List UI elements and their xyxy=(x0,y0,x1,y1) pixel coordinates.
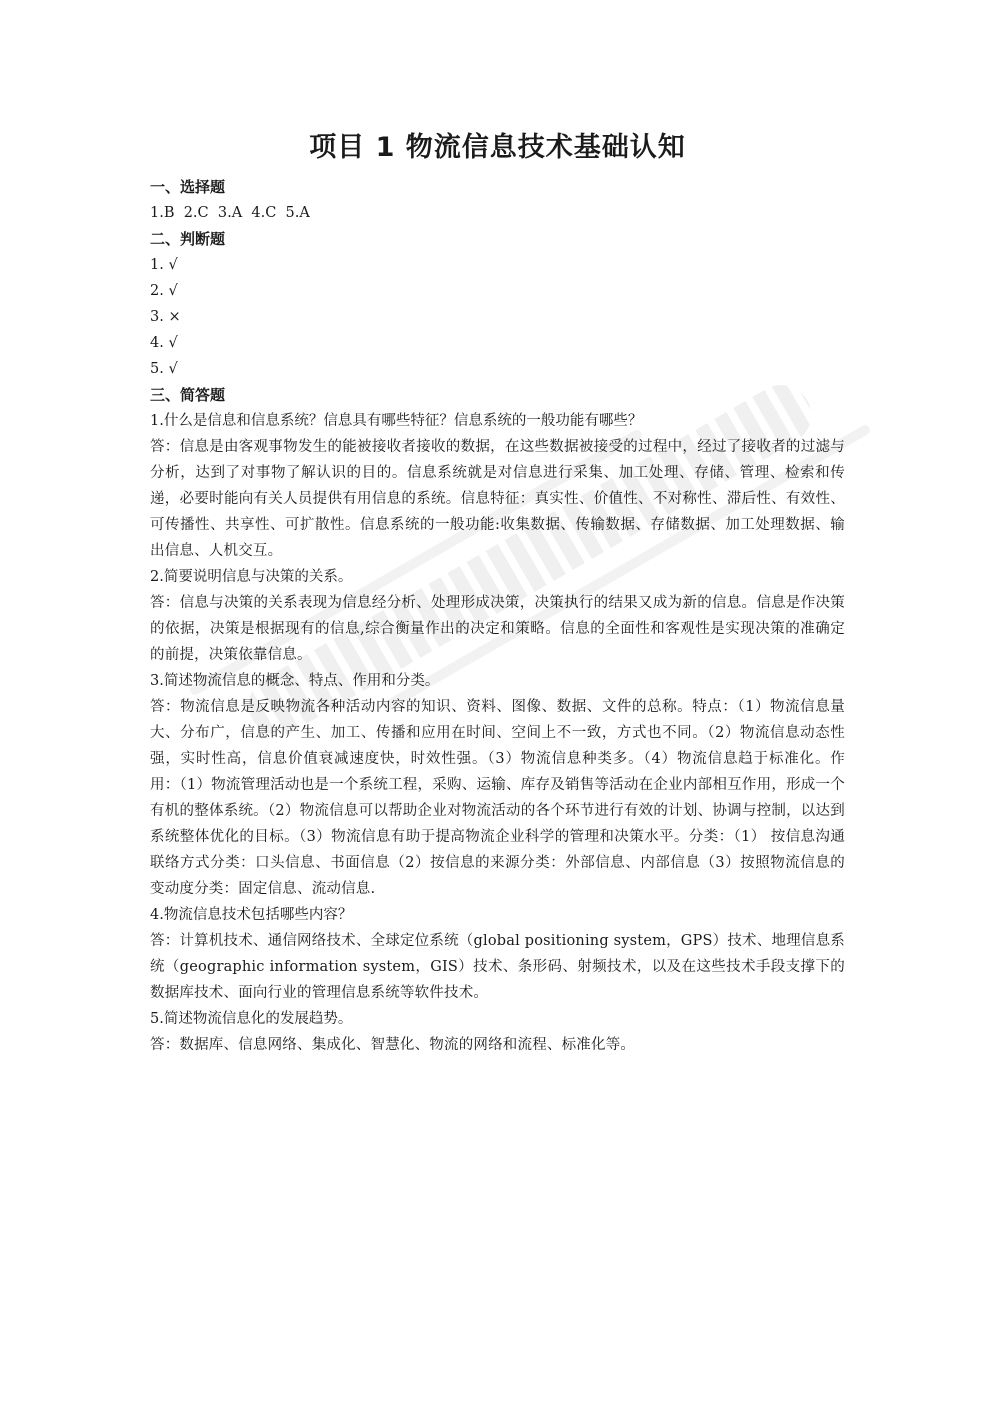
section-heading-choice: 一、选择题 xyxy=(150,178,226,196)
short-question-2: 2.简要说明信息与决策的关系。 xyxy=(150,569,353,585)
document-body xyxy=(150,128,845,1058)
judge-item: 1. √ xyxy=(150,257,178,273)
short-question-3: 3.简述物流信息的概念、特点、作用和分类。 xyxy=(150,673,440,689)
page-title: 项目 1 物流信息技术基础认知 xyxy=(309,132,686,163)
judge-item: 4. √ xyxy=(150,335,178,351)
short-question-1: 1.什么是信息和信息系统？信息具有哪些特征？信息系统的一般功能有哪些？ xyxy=(150,413,643,429)
short-answer-1: 答：信息是由客观事物发生的能被接收者接收的数据，在这些数据被接受的过程中，经过了接收者的过滤与分析，达到了对事物了解认识的目的。信息系统就是对信息进行采集、加工处理、存储、管理、检索和传递，必要时能向有关人员提供有用信息的系统。信息特征：真实性、价值性、不对称性、滞后性、有效性、可传播性、共享性、可扩散性。信息系统的一般功能:收集数据、传输数据、存储数据、加工处理数据、输出信息、人机交互。 xyxy=(150,439,845,559)
choice-answers: 1.B 2.C 3.A 4.C 5.A xyxy=(150,205,310,221)
short-question-4: 4.物流信息技术包括哪些内容？ xyxy=(150,907,353,923)
short-answer-5: 答：数据库、信息网络、集成化、智慧化、物流的网络和流程、标准化等。 xyxy=(150,1037,636,1053)
short-answer-3: 答：物流信息是反映物流各种活动内容的知识、资料、图像、数据、文件的总称。特点：（1）物流信息量大、分布广，信息的产生、加工、传播和应用在时间、空间上不一致，方式也不同。（2）物流信息动态性强，实时性高，信息价值衰减速度快，时效性强。（3）物流信息种类多。（4）物流信息趋于标准化。作用：（1）物流管理活动也是一个系统工程，采购、运输、库存及销售等活动在企业内部相互作用，形成一个有机的整体系统。（2）物流信息可以帮助企业对物流活动的各个环节进行有效的计划、协调与控制，以达到系统整体优化的目标。（3）物流信息有助于提高物流企业科学的管理和决策水平。分类：（1） 按信息沟通联络方式分类：口头信息、书面信息（2）按信息的来源分类：外部信息、内部信息（3）按照物流信息的变动度分类：固定信息、流动信息. xyxy=(150,699,845,897)
section-heading-short: 三、简答题 xyxy=(150,386,226,404)
judge-item: 2. √ xyxy=(150,283,178,299)
judge-item: 5. √ xyxy=(150,361,178,377)
short-answer-4: 答：计算机技术、通信网络技术、全球定位系统（global positioning system，GPS）技术、地理信息系统（geographic information system，GIS）技术、条形码、射频技术，以及在这些技术手段支撑下的数据库技术、面向行业的管理信息系统等软件技术。 xyxy=(150,933,845,1001)
short-question-5: 5.简述物流信息化的发展趋势。 xyxy=(150,1011,353,1027)
section-heading-judge: 二、判断题 xyxy=(150,230,226,248)
short-answer-2: 答：信息与决策的关系表现为信息经分析、处理形成决策，决策执行的结果又成为新的信息。信息是作决策的依据，决策是根据现有的信息,综合衡量作出的决定和策略。信息的全面性和客观性是实现决策的准确定的前提，决策依靠信息。 xyxy=(150,595,845,663)
judge-item: 3. × xyxy=(150,309,181,325)
